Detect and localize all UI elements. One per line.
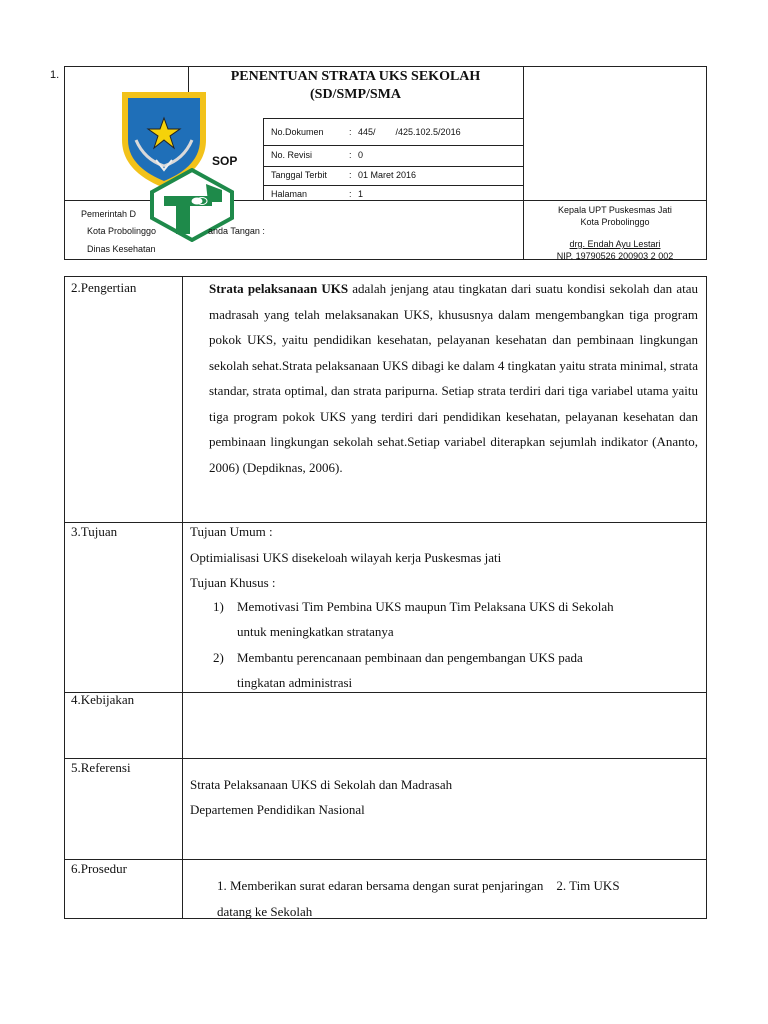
meta-value-halaman: 1 [358, 189, 364, 199]
pengertian-body: adalah jenjang atau tingkatan dari suatu kondisi sekolah dan atau madrasah yang telah melaksanakan UKS, khususnya dalam mengembangkan tiga program pokok UKS, yaitu pendidikan kesehatan, pelayanan kesehatan dan pembinaan lingkungan sekolah sehat.Strata pelaksanaan UKS dibagi ke dalam 4 tingkatan yaitu strata minimal, strata standar, strata optimal, dan strata paripurna. Setiap strata terdiri dari tiga variabel utama yaitu tiga program pokok UKS yang terdiri dari pendidikan kesehatan, pelayanan kesehatan dan pembinaan lingkungan sekolah sehat.Setiap variabel diterapkan sejumlah indikator (Ananto, 2006) (Depdiknas, 2006). [209, 281, 698, 475]
tujuan-item-number: 2) [213, 650, 224, 665]
org-line-2: Kota Probolinggo [87, 226, 157, 236]
meta-sep: : [349, 150, 352, 160]
org-line-3: Dinas Kesehatan [87, 244, 156, 254]
meta-label-halaman: Halaman [271, 189, 308, 199]
tujuan-khusus-label: Tujuan Khusus : [190, 575, 276, 590]
section-label-kebijakan: 4.Kebijakan [71, 692, 135, 707]
approver-name: drg. Endah Ayu Lestari [569, 239, 661, 249]
approver-city: Kota Probolinggo [580, 217, 650, 227]
sop-label: SOP [212, 154, 238, 168]
approver-title: Kepala UPT Puskesmas Jati [558, 205, 672, 215]
pengertian-bold-lead: Strata pelaksanaan UKS [209, 281, 349, 296]
tujuan-item-line: Membantu perencanaan pembinaan dan pengembangan UKS pada [237, 650, 583, 665]
title-line-1: PENENTUAN STRATA UKS SEKOLAH [230, 69, 481, 84]
meta-value-tanggal: 01 Maret 2016 [358, 170, 417, 180]
meta-value-dokumen: 445/ /425.102.5/2016 [358, 127, 461, 137]
tujuan-umum-label: Tujuan Umum : [190, 524, 273, 539]
tujuan-item-line: untuk meningkatkan stratanya [237, 624, 394, 639]
meta-label-tanggal: Tanggal Terbit [271, 170, 327, 180]
meta-label-revisi: No. Revisi [271, 150, 313, 160]
meta-label-dokumen: No.Dokumen [271, 127, 324, 137]
document-title [188, 68, 523, 104]
meta-value-revisi: 0 [358, 150, 364, 160]
signature-label: anda Tangan : [208, 226, 265, 236]
meta-sep: : [349, 170, 352, 180]
tujuan-item-line: tingkatan administrasi [237, 675, 353, 690]
section-label-tujuan: 3.Tujuan [71, 524, 118, 539]
section-label-referensi: 5.Referensi [71, 760, 131, 775]
tujuan-item-number: 1) [213, 599, 224, 614]
section-label-pengertian: 2.Pengertian [71, 280, 137, 295]
meta-sep: : [349, 189, 352, 199]
prosedur-line-1: 1. Memberikan surat edaran bersama dengan surat penjaringan 2. Tim UKS [217, 878, 620, 893]
pengertian-text [209, 276, 698, 480]
approver-nip: NIP. 19790526 200903 2 002 [556, 251, 674, 261]
title-line-2: (SD/SMP/SMA [310, 87, 401, 102]
section-label-prosedur: 6.Prosedur [71, 861, 127, 876]
list-number: 1. [50, 69, 60, 81]
tujuan-umum-text: Optimialisasi UKS disekeloah wilayah kerja Puskesmas jati [190, 550, 502, 565]
prosedur-line-2: datang ke Sekolah [217, 904, 313, 919]
referensi-line-2: Departemen Pendidikan Nasional [190, 802, 365, 817]
meta-sep: : [349, 127, 352, 137]
referensi-line-1: Strata Pelaksanaan UKS di Sekolah dan Madrasah [190, 777, 453, 792]
tujuan-item-line: Memotivasi Tim Pembina UKS maupun Tim Pelaksana UKS di Sekolah [237, 599, 614, 614]
approver-block [523, 204, 707, 262]
org-line-1: Pemerintah D [81, 209, 137, 219]
